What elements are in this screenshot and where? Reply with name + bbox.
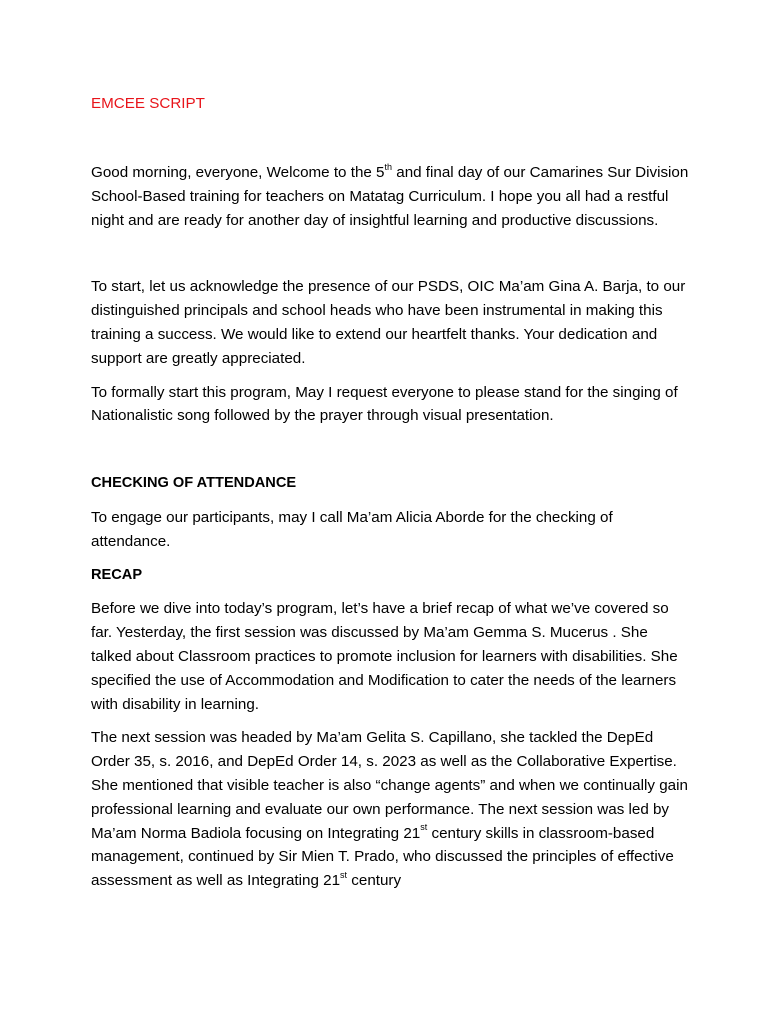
program-start-paragraph: To formally start this program, May I request everyone to please stand for the singing of Nationalistic song followed by the prayer through visual presentation. [91,383,678,425]
welcome-paragraph [91,161,691,232]
recap-heading: RECAP [91,566,143,583]
ordinal-suffix: st [340,870,348,881]
welcome-text-end: and final day of our Camarines Sur Division School-Based training for teachers on Matatag Curriculum. I hope you all had a restful night and are ready for another day of insightful learning and productive discussions. [91,164,689,229]
attendance-heading: CHECKING OF ATTENDANCE [91,475,297,492]
sessions-text-middle: century skills in classroom-based management, continued by Sir Mien T. Prado, who discussed the principles of effective assessment as well as Integrating 21 [91,824,674,890]
ordinal-suffix: th [384,161,393,172]
attendance-paragraph: To engage our participants, may I call Ma’am Alicia Aborde for the checking of attendance. [91,508,613,550]
ordinal-suffix: st [420,822,428,833]
acknowledgement-paragraph: To start, let us acknowledge the presence of our PSDS, OIC Ma’am Gina A. Barja, to our distinguished principals and school heads who have been instrumental in making this training a success. We would like to extend our heartfelt thanks. Your dedication and support are greatly appreciated. [91,278,686,367]
sessions-text-end: century [347,872,402,890]
sessions-paragraph [91,726,691,893]
sessions-text-start: The next session was headed by Ma’am Gelita S. Capillano, she tackled the DepEd Order 35, s. 2016, and DepEd Order 14, s. 2023 as well as the Collaborative Expertise. She mentioned that visible teacher is also “change agents” and when we continually gain professional learning and evaluate our own performance. The next session was led by Ma’am Norma Badiola focusing on Integrating 21 [91,729,688,842]
welcome-text-start: Good morning, everyone, Welcome to the 5 [91,164,385,181]
document-page [91,92,691,893]
document-title: EMCEE SCRIPT [91,95,205,112]
recap-paragraph: Before we dive into today’s program, let’s have a brief recap of what we’ve covered so far. Yesterday, the first session was discussed by Ma’am Gemma S. Mucerus . She talked about Classroom practices to promote inclusion for learners with disabilities. She specified the use of Accommodation and Modification to cater the needs of the learners with disability in learning. [91,600,678,713]
